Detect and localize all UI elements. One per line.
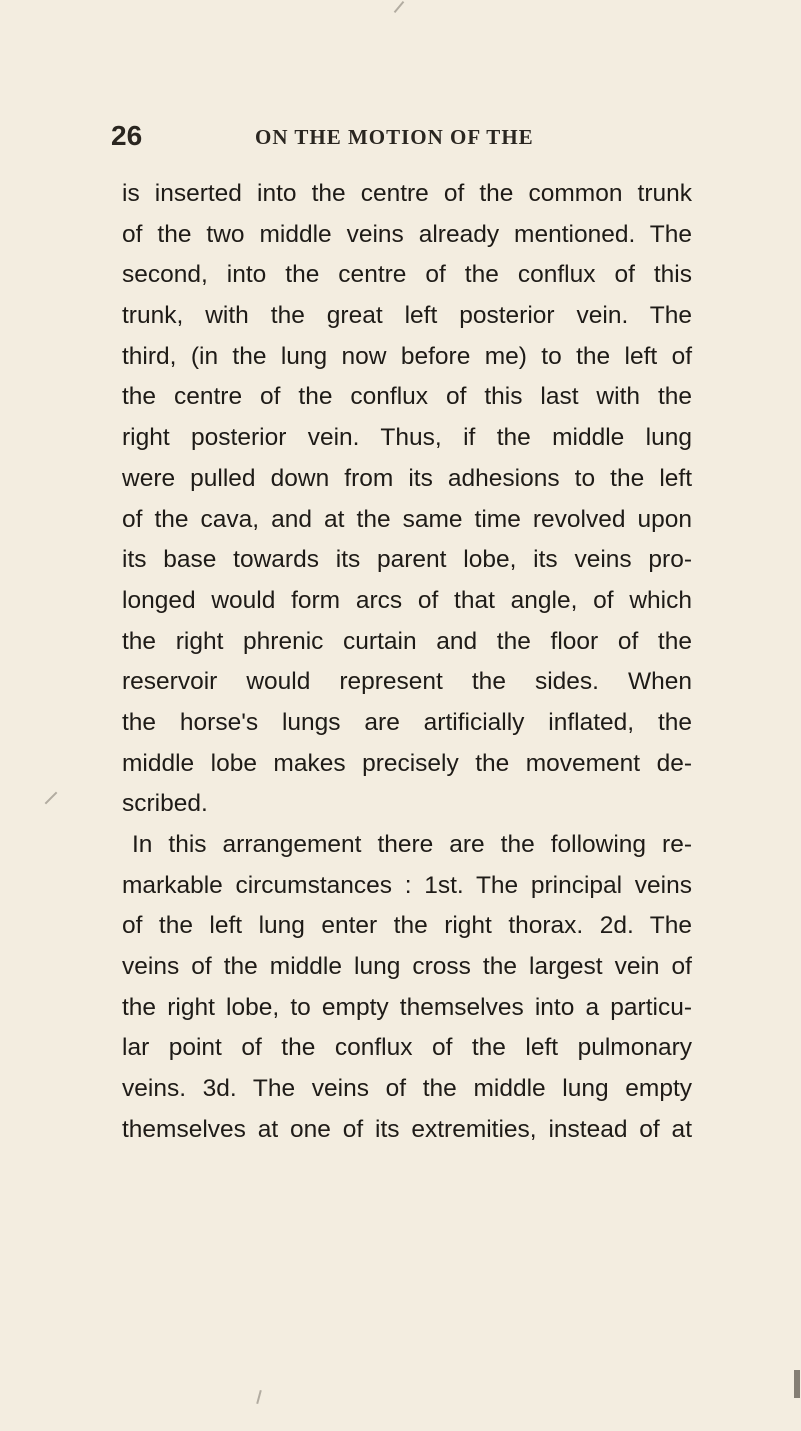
paper-mark (45, 792, 58, 805)
text-line: right posterior vein. Thus, if the middle lung (122, 424, 692, 452)
text-line: of the left lung enter the right thorax. 2d. The (122, 912, 692, 940)
text-line: markable circumstances : 1st. The principal veins (122, 871, 692, 899)
text-line: middle lobe makes precisely the movement de- (122, 749, 692, 777)
text-line: veins. 3d. The veins of the middle lung empty (122, 1075, 692, 1103)
text-line: lar point of the conflux of the left pulmonary (122, 1034, 692, 1062)
paper-mark (794, 1370, 800, 1398)
text-line: scribed. (122, 790, 208, 818)
text-line: trunk, with the great left posterior vein. The (122, 302, 692, 330)
running-head: ON THE MOTION OF THE (255, 125, 534, 149)
text-line: of the two middle veins already mentioned. The (122, 220, 692, 248)
text-line: its base towards its parent lobe, its veins pro- (122, 546, 692, 574)
text-line: In this arrangement there are the following re- (132, 831, 692, 858)
paper-mark (256, 1390, 262, 1404)
text-line: the horse's lungs are artificially inflated, the (122, 708, 692, 736)
text-line: reservoir would represent the sides. When (122, 668, 692, 696)
text-line: third, (in the lung now before me) to the left of (122, 342, 692, 370)
text-line: veins of the middle lung cross the largest vein of (122, 953, 692, 981)
page-number: 26 (111, 120, 143, 151)
body-text (122, 174, 692, 1151)
text-line: longed would form arcs of that angle, of which (122, 586, 692, 614)
page-header (0, 120, 801, 170)
text-line: the right phrenic curtain and the floor of the (122, 627, 692, 655)
paper-mark (394, 1, 405, 13)
text-line: themselves at one of its extremities, instead of at (122, 1115, 692, 1143)
text-line: second, into the centre of the conflux of this (122, 261, 692, 289)
text-line: the right lobe, to empty themselves into a particu- (122, 993, 692, 1021)
text-line: were pulled down from its adhesions to the left (122, 464, 692, 492)
text-line: of the cava, and at the same time revolved upon (122, 505, 692, 533)
text-line: the centre of the conflux of this last with the (122, 383, 692, 411)
text-line: is inserted into the centre of the common trunk (122, 180, 692, 207)
